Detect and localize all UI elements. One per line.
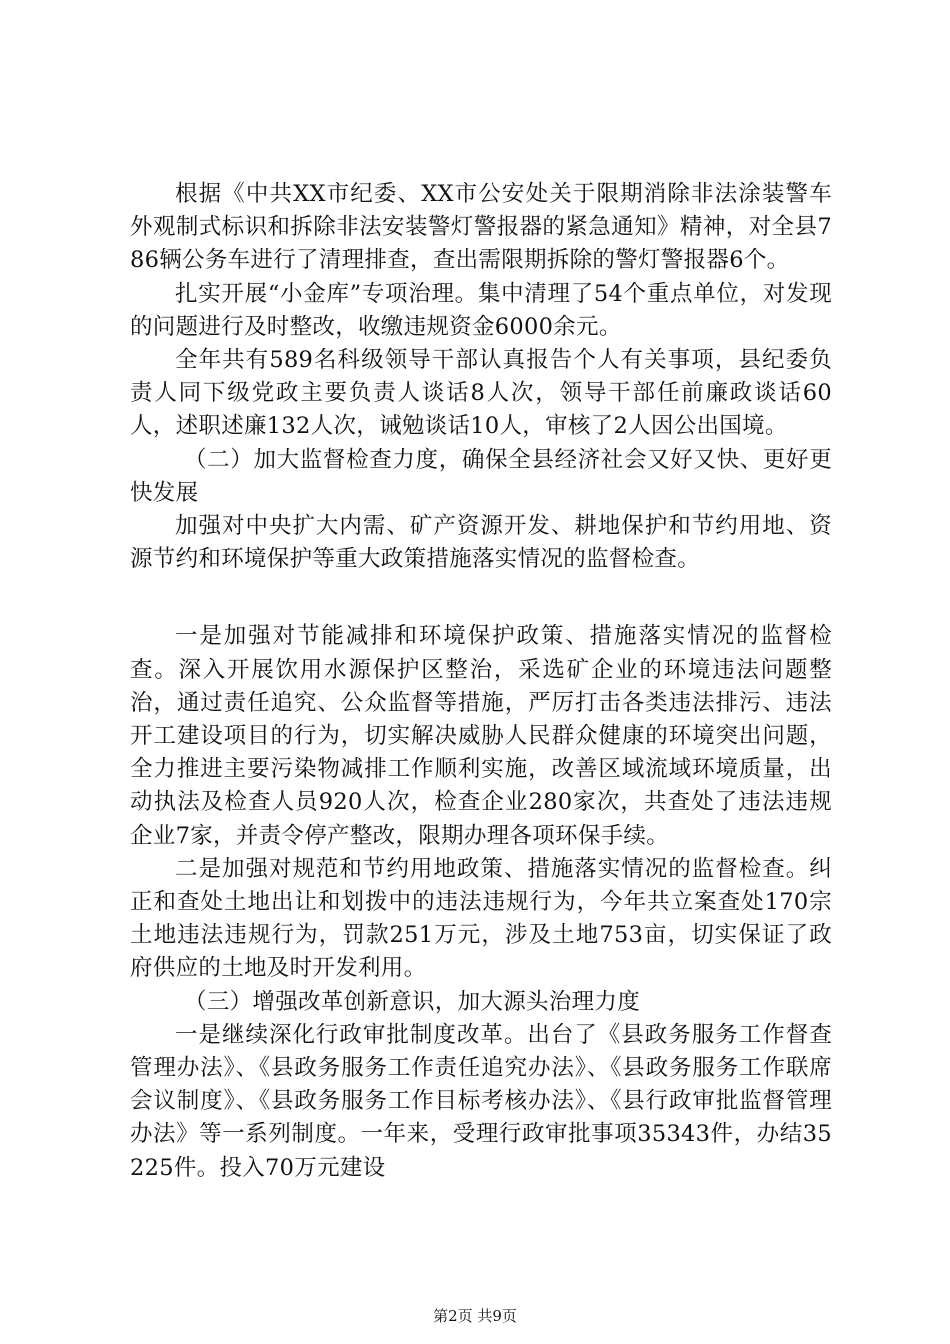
paragraph-policy-supervision: 加强对中央扩大内需、矿产资源开发、耕地保护和节约用地、资源节约和环境保护等重大政策措施落实情况的监督检查。 <box>130 513 832 573</box>
document-body <box>130 178 832 1185</box>
page-footer: 第2页 共9页 <box>433 1307 517 1325</box>
paragraph-admin-approval-reform: 一是继续深化行政审批制度改革。出台了《县政务服务工作督查管理办法》、《县政务服务工作责任追究办法》、《县政务服务工作联席会议制度》、《县政务服务工作目标考核办法》、《县行政审批监督管理办法》等一系列制度。一年来，受理行政审批事项35343件，办结35225件。投入70万元建设 <box>130 1021 832 1181</box>
paragraph-small-treasury: 扎实开展“小金库”专项治理。集中清理了54个重点单位，对发现的问题进行及时整改，收缴违规资金6000余元。 <box>130 280 832 340</box>
paragraph-cadre-reporting: 全年共有589名科级领导干部认真报告个人有关事项，县纪委负责人同下级党政主要负责人谈话8人次，领导干部任前廉政谈话60人，述职述廉132人次，诫勉谈话10人，审核了2人因公出国境。 <box>130 347 832 440</box>
section-heading-3: （三）增强改革创新意识，加大源头治理力度 <box>184 988 641 1015</box>
paragraph-environment-supervision: 一是加强对节能减排和环境保护政策、措施落实情况的监督检查。深入开展饮用水源保护区整治，采选矿企业的环境违法问题整治，通过责任追究、公众监督等措施，严厉打击各类违法排污、违法开工建设项目的行为，切实解决威胁人民群众健康的环境突出问题，全力推进主要污染物减排工作顺利实施，改善区域流域环境质量，出动执法及检查人员920人次，检查企业280家次，共查处了违法违规企业7家，并责令停产整改，限期办理各项环保手续。 <box>130 623 832 849</box>
paragraph-land-supervision: 二是加强对规范和节约用地政策、措施落实情况的监督检查。纠正和查处土地出让和划拨中的违法违规行为，今年共立案查处170宗土地违法违规行为，罚款251万元，涉及土地753亩，切实保证了政府供应的土地及时开发利用。 <box>130 855 832 982</box>
paragraph-police-vehicle-cleanup: 根据《中共XX市纪委、XX市公安处关于限期消除非法涂装警车外观制式标识和拆除非法安装警灯警报器的紧急通知》精神，对全县786辆公务车进行了清理排查，查出需限期拆除的警灯警报器6个。 <box>130 181 832 274</box>
section-heading-2: （二）加大监督检查力度，确保全县经济社会又好又快、更好更快发展 <box>130 446 832 506</box>
